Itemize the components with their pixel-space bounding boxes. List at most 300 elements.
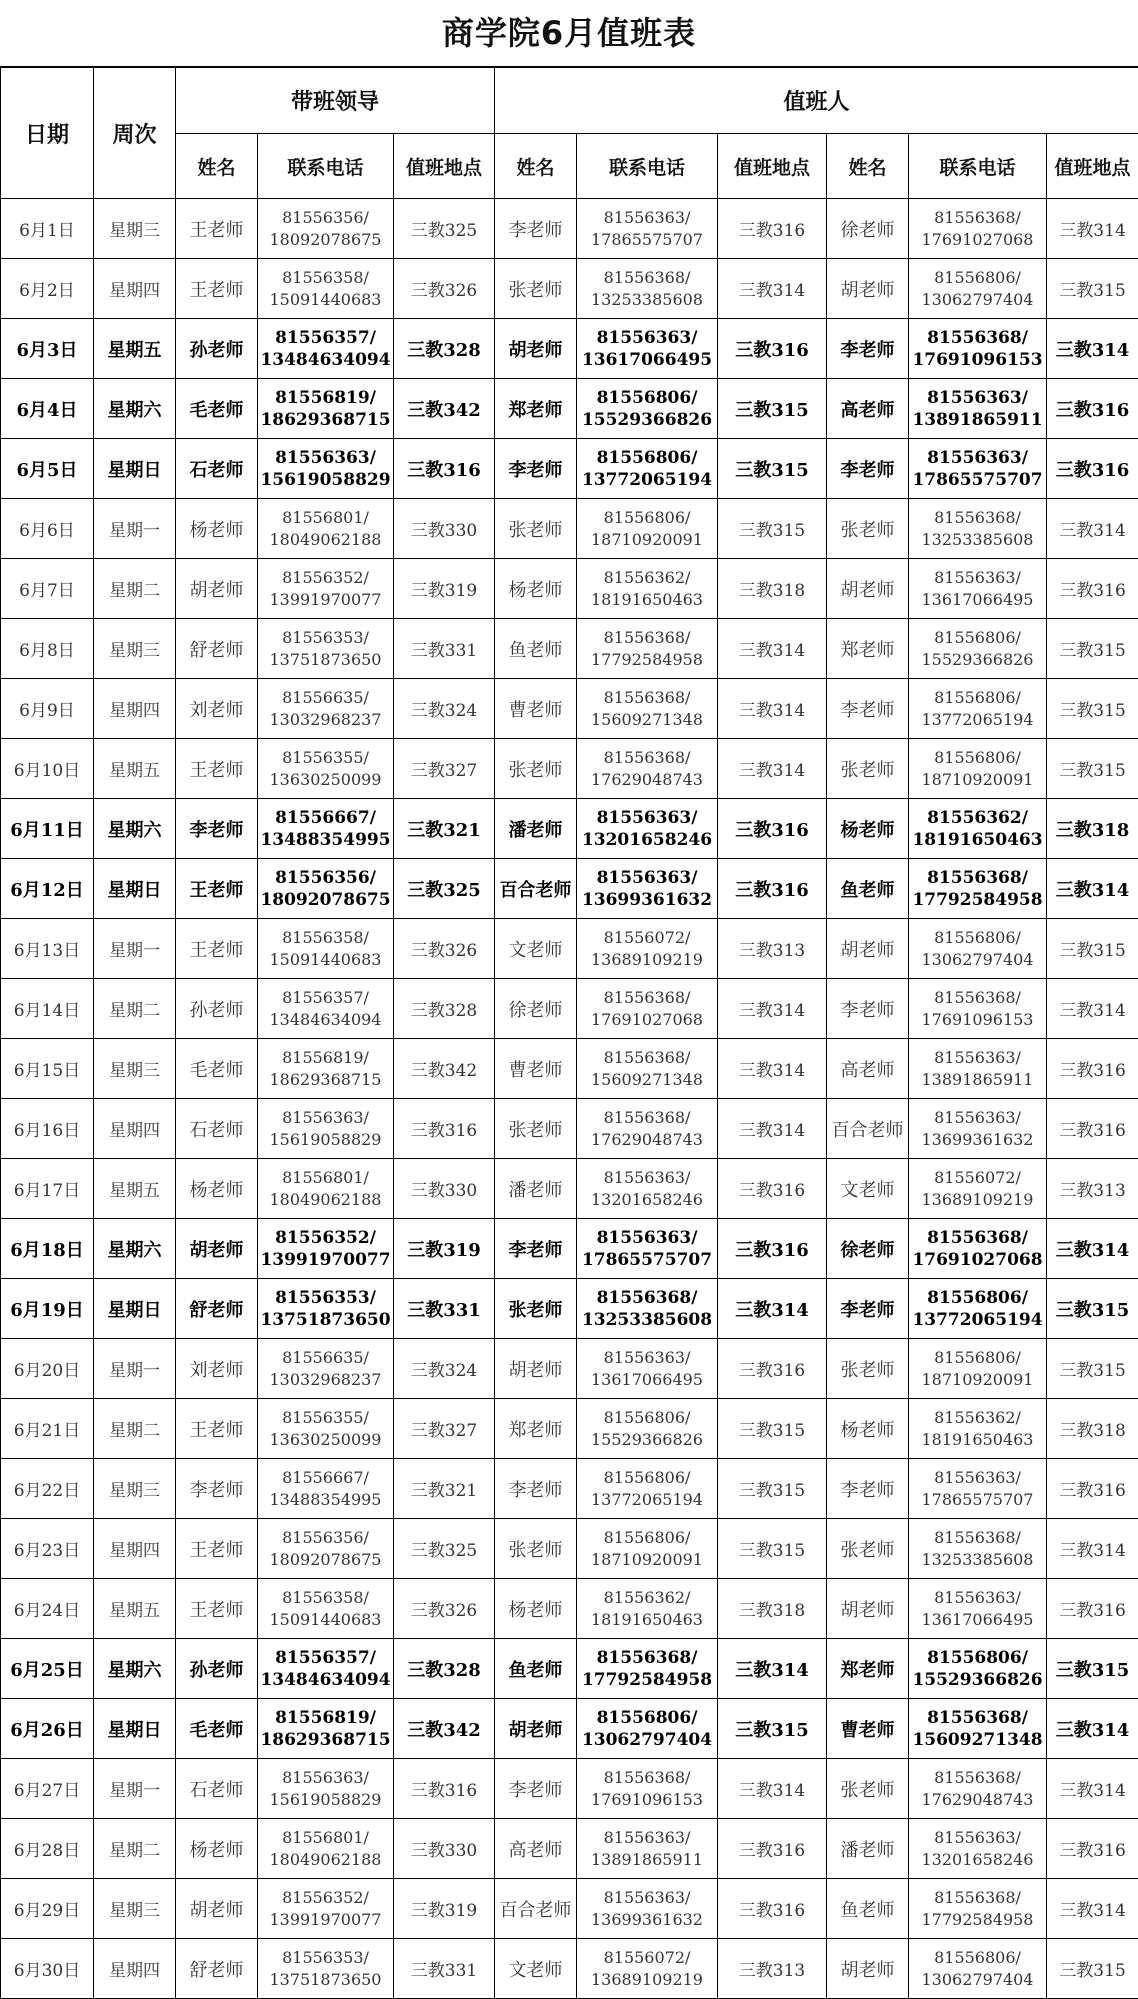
- cell-duty2-phone: [909, 919, 1047, 979]
- cell-leader-phone: [258, 919, 394, 979]
- table-row: [1, 259, 1138, 319]
- office-phone: 81556363/: [909, 1467, 1046, 1489]
- cell-leader-name: 孙老师: [176, 979, 258, 1039]
- cell-duty1-name: 徐老师: [495, 979, 577, 1039]
- cell-leader-location: 三教328: [394, 979, 495, 1039]
- office-phone: 81556806/: [909, 747, 1046, 769]
- cell-duty1-location: 三教314: [718, 1279, 827, 1339]
- cell-leader-name: 杨老师: [176, 1159, 258, 1219]
- cell-duty2-phone: [909, 1039, 1047, 1099]
- cell-duty1-location: 三教315: [718, 499, 827, 559]
- office-phone: 81556806/: [577, 1407, 717, 1429]
- cell-duty2-location: 三教316: [1047, 1039, 1138, 1099]
- cell-duty1-phone: [577, 319, 718, 379]
- cell-duty1-location: 三教316: [718, 799, 827, 859]
- cell-duty1-name: 杨老师: [495, 1579, 577, 1639]
- cell-leader-location: 三教319: [394, 1879, 495, 1939]
- cell-weekday: 星期三: [94, 619, 176, 679]
- office-phone: 81556806/: [577, 1707, 717, 1729]
- office-phone: 81556362/: [577, 1587, 717, 1609]
- office-phone: 81556363/: [258, 1107, 393, 1129]
- office-phone: 81556635/: [258, 1347, 393, 1369]
- mobile-phone: 13991970077: [258, 589, 393, 611]
- cell-duty1-name: 文老师: [495, 919, 577, 979]
- mobile-phone: 13253385608: [577, 1309, 717, 1331]
- cell-leader-name: 石老师: [176, 1099, 258, 1159]
- office-phone: 81556368/: [577, 987, 717, 1009]
- office-phone: 81556806/: [909, 1347, 1046, 1369]
- office-phone: 81556667/: [258, 1467, 393, 1489]
- office-phone: 81556806/: [909, 267, 1046, 289]
- cell-duty1-phone: [577, 1339, 718, 1399]
- table-row: [1, 1639, 1138, 1699]
- table-row: [1, 799, 1138, 859]
- cell-leader-phone: [258, 499, 394, 559]
- cell-duty1-location: 三教314: [718, 1099, 827, 1159]
- office-phone: 81556363/: [577, 867, 717, 889]
- cell-duty1-location: 三教316: [718, 1879, 827, 1939]
- header-duty-group: 值班人: [495, 68, 1138, 134]
- mobile-phone: 13062797404: [909, 289, 1046, 311]
- mobile-phone: 18092078675: [258, 229, 393, 251]
- cell-duty1-name: 鱼老师: [495, 619, 577, 679]
- cell-duty2-phone: [909, 679, 1047, 739]
- office-phone: 81556363/: [577, 1167, 717, 1189]
- cell-duty2-name: 胡老师: [827, 919, 909, 979]
- cell-leader-location: 三教327: [394, 1399, 495, 1459]
- cell-duty1-phone: [577, 1399, 718, 1459]
- cell-duty2-phone: [909, 979, 1047, 1039]
- mobile-phone: 18710920091: [577, 1549, 717, 1571]
- office-phone: 81556072/: [577, 927, 717, 949]
- office-phone: 81556363/: [577, 807, 717, 829]
- cell-weekday: 星期日: [94, 439, 176, 499]
- mobile-phone: 13891865911: [909, 1069, 1046, 1091]
- cell-duty2-location: 三教315: [1047, 739, 1138, 799]
- cell-weekday: 星期四: [94, 679, 176, 739]
- cell-duty1-name: 张老师: [495, 259, 577, 319]
- office-phone: 81556368/: [577, 267, 717, 289]
- cell-leader-name: 李老师: [176, 1459, 258, 1519]
- cell-duty1-location: 三教314: [718, 1759, 827, 1819]
- cell-duty2-location: 三教315: [1047, 1339, 1138, 1399]
- office-phone: 81556363/: [577, 1827, 717, 1849]
- cell-duty2-name: 李老师: [827, 1279, 909, 1339]
- cell-duty2-name: 杨老师: [827, 1399, 909, 1459]
- cell-duty1-name: 李老师: [495, 1219, 577, 1279]
- office-phone: 81556368/: [577, 1047, 717, 1069]
- cell-duty1-location: 三教315: [718, 439, 827, 499]
- table-row: [1, 439, 1138, 499]
- cell-leader-name: 胡老师: [176, 1219, 258, 1279]
- cell-duty2-phone: [909, 739, 1047, 799]
- cell-duty2-name: 鱼老师: [827, 859, 909, 919]
- cell-leader-location: 三教325: [394, 199, 495, 259]
- cell-duty1-location: 三教314: [718, 619, 827, 679]
- mobile-phone: 13484634094: [258, 1009, 393, 1031]
- cell-duty1-name: 鱼老师: [495, 1639, 577, 1699]
- office-phone: 81556819/: [258, 1047, 393, 1069]
- cell-duty1-location: 三教316: [718, 1819, 827, 1879]
- cell-duty2-name: 百合老师: [827, 1099, 909, 1159]
- cell-leader-name: 王老师: [176, 199, 258, 259]
- header-leader-phone: 联系电话: [258, 134, 394, 199]
- cell-leader-location: 三教324: [394, 1339, 495, 1399]
- cell-leader-name: 杨老师: [176, 499, 258, 559]
- table-row: [1, 319, 1138, 379]
- table-row: [1, 379, 1138, 439]
- cell-weekday: 星期四: [94, 1939, 176, 1999]
- office-phone: 81556368/: [909, 207, 1046, 229]
- cell-duty2-location: 三教314: [1047, 499, 1138, 559]
- mobile-phone: 13484634094: [258, 349, 393, 371]
- cell-leader-phone: [258, 1459, 394, 1519]
- cell-duty2-location: 三教318: [1047, 1399, 1138, 1459]
- cell-leader-phone: [258, 1159, 394, 1219]
- cell-leader-phone: [258, 679, 394, 739]
- cell-leader-phone: [258, 1759, 394, 1819]
- cell-leader-name: 杨老师: [176, 1819, 258, 1879]
- mobile-phone: 13891865911: [909, 409, 1046, 431]
- office-phone: 81556806/: [577, 447, 717, 469]
- cell-duty1-phone: [577, 1219, 718, 1279]
- office-phone: 81556368/: [909, 1227, 1046, 1249]
- cell-leader-location: 三教342: [394, 1699, 495, 1759]
- table-row: [1, 1519, 1138, 1579]
- table-row: [1, 1699, 1138, 1759]
- cell-duty2-phone: [909, 1279, 1047, 1339]
- cell-leader-location: 三教326: [394, 1579, 495, 1639]
- office-phone: 81556362/: [909, 1407, 1046, 1429]
- office-phone: 81556806/: [577, 387, 717, 409]
- cell-leader-phone: [258, 1939, 394, 1999]
- table-row: [1, 859, 1138, 919]
- cell-date: 6月13日: [1, 919, 94, 979]
- duty-schedule-table: [0, 67, 1138, 1999]
- cell-duty1-phone: [577, 499, 718, 559]
- cell-duty2-location: 三教314: [1047, 1219, 1138, 1279]
- header-duty1-phone: 联系电话: [577, 134, 718, 199]
- cell-date: 6月6日: [1, 499, 94, 559]
- office-phone: 81556362/: [577, 567, 717, 589]
- office-phone: 81556806/: [577, 507, 717, 529]
- cell-duty2-name: 张老师: [827, 1519, 909, 1579]
- mobile-phone: 13253385608: [909, 529, 1046, 551]
- cell-leader-phone: [258, 1099, 394, 1159]
- cell-duty2-phone: [909, 259, 1047, 319]
- mobile-phone: 17691096153: [577, 1789, 717, 1811]
- office-phone: 81556363/: [909, 447, 1046, 469]
- cell-leader-name: 孙老师: [176, 319, 258, 379]
- cell-duty1-location: 三教315: [718, 1699, 827, 1759]
- cell-duty2-phone: [909, 559, 1047, 619]
- office-phone: 81556806/: [909, 1287, 1046, 1309]
- cell-duty1-phone: [577, 619, 718, 679]
- cell-date: 6月3日: [1, 319, 94, 379]
- cell-duty2-location: 三教316: [1047, 1459, 1138, 1519]
- mobile-phone: 13630250099: [258, 1429, 393, 1451]
- table-row: [1, 1219, 1138, 1279]
- mobile-phone: 17691096153: [909, 1009, 1046, 1031]
- cell-duty2-phone: [909, 1819, 1047, 1879]
- cell-duty2-name: 李老师: [827, 979, 909, 1039]
- cell-duty2-phone: [909, 1579, 1047, 1639]
- cell-weekday: 星期二: [94, 979, 176, 1039]
- cell-duty1-phone: [577, 439, 718, 499]
- cell-duty1-location: 三教314: [718, 1039, 827, 1099]
- cell-leader-phone: [258, 1519, 394, 1579]
- cell-duty2-name: 潘老师: [827, 1819, 909, 1879]
- cell-date: 6月28日: [1, 1819, 94, 1879]
- cell-duty1-phone: [577, 1099, 718, 1159]
- office-phone: 81556368/: [909, 1707, 1046, 1729]
- cell-weekday: 星期日: [94, 1699, 176, 1759]
- cell-duty2-name: 高老师: [827, 1039, 909, 1099]
- cell-duty1-name: 张老师: [495, 739, 577, 799]
- mobile-phone: 15529366826: [909, 1669, 1046, 1691]
- table-row: [1, 199, 1138, 259]
- office-phone: 81556368/: [577, 1767, 717, 1789]
- cell-duty1-name: 郑老师: [495, 379, 577, 439]
- office-phone: 81556363/: [909, 1047, 1046, 1069]
- header-leader-name: 姓名: [176, 134, 258, 199]
- table-row: [1, 1579, 1138, 1639]
- cell-weekday: 星期日: [94, 1279, 176, 1339]
- cell-duty2-name: 胡老师: [827, 1579, 909, 1639]
- office-phone: 81556356/: [258, 207, 393, 229]
- cell-duty1-phone: [577, 1279, 718, 1339]
- cell-duty1-name: 李老师: [495, 1459, 577, 1519]
- cell-duty2-location: 三教314: [1047, 1519, 1138, 1579]
- cell-duty2-name: 徐老师: [827, 1219, 909, 1279]
- mobile-phone: 18049062188: [258, 529, 393, 551]
- cell-duty1-name: 百合老师: [495, 1879, 577, 1939]
- mobile-phone: 13891865911: [577, 1849, 717, 1871]
- cell-weekday: 星期三: [94, 1039, 176, 1099]
- cell-leader-phone: [258, 1399, 394, 1459]
- cell-duty2-location: 三教315: [1047, 679, 1138, 739]
- cell-duty1-location: 三教314: [718, 739, 827, 799]
- mobile-phone: 17691096153: [909, 349, 1046, 371]
- cell-date: 6月29日: [1, 1879, 94, 1939]
- office-phone: 81556358/: [258, 1587, 393, 1609]
- table-row: [1, 1339, 1138, 1399]
- header-duty2-phone: 联系电话: [909, 134, 1047, 199]
- cell-duty2-location: 三教313: [1047, 1159, 1138, 1219]
- mobile-phone: 18710920091: [909, 1369, 1046, 1391]
- mobile-phone: 13699361632: [577, 889, 717, 911]
- cell-leader-location: 三教321: [394, 799, 495, 859]
- cell-date: 6月5日: [1, 439, 94, 499]
- cell-leader-phone: [258, 799, 394, 859]
- office-phone: 81556072/: [577, 1947, 717, 1969]
- mobile-phone: 13062797404: [909, 949, 1046, 971]
- cell-leader-name: 刘老师: [176, 679, 258, 739]
- cell-duty2-name: 胡老师: [827, 559, 909, 619]
- office-phone: 81556355/: [258, 747, 393, 769]
- cell-leader-phone: [258, 1579, 394, 1639]
- cell-duty2-location: 三教318: [1047, 799, 1138, 859]
- mobile-phone: 17629048743: [577, 769, 717, 791]
- cell-weekday: 星期二: [94, 1399, 176, 1459]
- table-row: [1, 619, 1138, 679]
- mobile-phone: 13617066495: [577, 1369, 717, 1391]
- office-phone: 81556806/: [577, 1467, 717, 1489]
- cell-leader-phone: [258, 319, 394, 379]
- cell-weekday: 星期四: [94, 259, 176, 319]
- cell-duty1-location: 三教316: [718, 1219, 827, 1279]
- cell-leader-location: 三教325: [394, 859, 495, 919]
- office-phone: 81556362/: [909, 807, 1046, 829]
- cell-leader-location: 三教319: [394, 559, 495, 619]
- cell-leader-phone: [258, 1339, 394, 1399]
- mobile-phone: 17691027068: [909, 229, 1046, 251]
- cell-duty1-location: 三教318: [718, 1579, 827, 1639]
- cell-duty2-phone: [909, 1339, 1047, 1399]
- mobile-phone: 13699361632: [909, 1129, 1046, 1151]
- cell-duty2-location: 三教314: [1047, 1879, 1138, 1939]
- mobile-phone: 18049062188: [258, 1849, 393, 1871]
- office-phone: 81556357/: [258, 1647, 393, 1669]
- cell-duty2-name: 胡老师: [827, 1939, 909, 1999]
- cell-duty2-location: 三教315: [1047, 1279, 1138, 1339]
- office-phone: 81556806/: [909, 627, 1046, 649]
- cell-duty2-name: 曹老师: [827, 1699, 909, 1759]
- cell-leader-location: 三教316: [394, 1759, 495, 1819]
- office-phone: 81556357/: [258, 987, 393, 1009]
- cell-duty2-name: 胡老师: [827, 259, 909, 319]
- cell-duty1-location: 三教315: [718, 1519, 827, 1579]
- cell-date: 6月25日: [1, 1639, 94, 1699]
- cell-date: 6月30日: [1, 1939, 94, 1999]
- cell-duty1-phone: [577, 979, 718, 1039]
- cell-duty2-location: 三教314: [1047, 1759, 1138, 1819]
- mobile-phone: 18629368715: [258, 1069, 393, 1091]
- office-phone: 81556368/: [577, 1647, 717, 1669]
- cell-leader-phone: [258, 559, 394, 619]
- cell-date: 6月11日: [1, 799, 94, 859]
- cell-weekday: 星期三: [94, 1879, 176, 1939]
- mobile-phone: 15529366826: [909, 649, 1046, 671]
- cell-duty1-name: 李老师: [495, 1759, 577, 1819]
- cell-duty1-name: 郑老师: [495, 1399, 577, 1459]
- cell-leader-name: 石老师: [176, 439, 258, 499]
- office-phone: 81556806/: [909, 927, 1046, 949]
- cell-leader-location: 三教331: [394, 619, 495, 679]
- cell-leader-location: 三教331: [394, 1939, 495, 1999]
- cell-leader-phone: [258, 1279, 394, 1339]
- office-phone: 81556806/: [577, 1527, 717, 1549]
- cell-duty2-location: 三教315: [1047, 619, 1138, 679]
- cell-duty2-phone: [909, 859, 1047, 919]
- cell-leader-location: 三教342: [394, 1039, 495, 1099]
- table-row: [1, 919, 1138, 979]
- mobile-phone: 13484634094: [258, 1669, 393, 1691]
- office-phone: 81556363/: [577, 1347, 717, 1369]
- office-phone: 81556635/: [258, 687, 393, 709]
- cell-leader-phone: [258, 619, 394, 679]
- table-row: [1, 1099, 1138, 1159]
- cell-leader-location: 三教328: [394, 319, 495, 379]
- mobile-phone: 17865575707: [577, 229, 717, 251]
- mobile-phone: 13699361632: [577, 1909, 717, 1931]
- cell-weekday: 星期五: [94, 1159, 176, 1219]
- mobile-phone: 13201658246: [577, 829, 717, 851]
- office-phone: 81556368/: [577, 1287, 717, 1309]
- table-row: [1, 559, 1138, 619]
- table-row: [1, 1159, 1138, 1219]
- office-phone: 81556352/: [258, 1887, 393, 1909]
- cell-duty2-phone: [909, 379, 1047, 439]
- mobile-phone: 18191650463: [577, 1609, 717, 1631]
- cell-leader-location: 三教330: [394, 499, 495, 559]
- cell-weekday: 星期一: [94, 499, 176, 559]
- cell-duty1-name: 潘老师: [495, 799, 577, 859]
- table-row: [1, 1399, 1138, 1459]
- header-duty1-location: 值班地点: [718, 134, 827, 199]
- cell-leader-name: 王老师: [176, 1579, 258, 1639]
- header-leader-group: 带班领导: [176, 68, 495, 134]
- cell-weekday: 星期一: [94, 1759, 176, 1819]
- office-phone: 81556368/: [909, 987, 1046, 1009]
- office-phone: 81556353/: [258, 1947, 393, 1969]
- cell-leader-location: 三教319: [394, 1219, 495, 1279]
- schedule-body: [1, 199, 1138, 1999]
- mobile-phone: 13689109219: [577, 1969, 717, 1991]
- cell-duty2-phone: [909, 1939, 1047, 1999]
- cell-leader-name: 毛老师: [176, 1039, 258, 1099]
- cell-weekday: 星期五: [94, 319, 176, 379]
- cell-duty2-location: 三教314: [1047, 319, 1138, 379]
- cell-weekday: 星期三: [94, 1459, 176, 1519]
- cell-duty1-location: 三教314: [718, 979, 827, 1039]
- office-phone: 81556368/: [909, 1767, 1046, 1789]
- office-phone: 81556356/: [258, 1527, 393, 1549]
- cell-duty1-phone: [577, 559, 718, 619]
- office-phone: 81556368/: [577, 747, 717, 769]
- header-date: 日期: [1, 68, 94, 199]
- cell-leader-location: 三教327: [394, 739, 495, 799]
- cell-duty1-phone: [577, 1819, 718, 1879]
- office-phone: 81556363/: [258, 1767, 393, 1789]
- mobile-phone: 13689109219: [909, 1189, 1046, 1211]
- office-phone: 81556357/: [258, 327, 393, 349]
- office-phone: 81556819/: [258, 1707, 393, 1729]
- office-phone: 81556363/: [577, 1227, 717, 1249]
- cell-date: 6月15日: [1, 1039, 94, 1099]
- office-phone: 81556352/: [258, 567, 393, 589]
- cell-leader-location: 三教328: [394, 1639, 495, 1699]
- cell-weekday: 星期二: [94, 559, 176, 619]
- mobile-phone: 13751873650: [258, 649, 393, 671]
- office-phone: 81556368/: [909, 1887, 1046, 1909]
- cell-leader-name: 王老师: [176, 259, 258, 319]
- cell-duty1-phone: [577, 259, 718, 319]
- cell-duty1-name: 张老师: [495, 499, 577, 559]
- cell-duty1-location: 三教316: [718, 859, 827, 919]
- cell-date: 6月1日: [1, 199, 94, 259]
- cell-duty2-phone: [909, 1459, 1047, 1519]
- cell-duty2-name: 张老师: [827, 499, 909, 559]
- cell-leader-phone: [258, 439, 394, 499]
- cell-duty1-name: 胡老师: [495, 1339, 577, 1399]
- cell-duty1-location: 三教314: [718, 679, 827, 739]
- mobile-phone: 15091440683: [258, 1609, 393, 1631]
- cell-duty2-phone: [909, 499, 1047, 559]
- cell-date: 6月18日: [1, 1219, 94, 1279]
- office-phone: 81556819/: [258, 387, 393, 409]
- cell-leader-name: 刘老师: [176, 1339, 258, 1399]
